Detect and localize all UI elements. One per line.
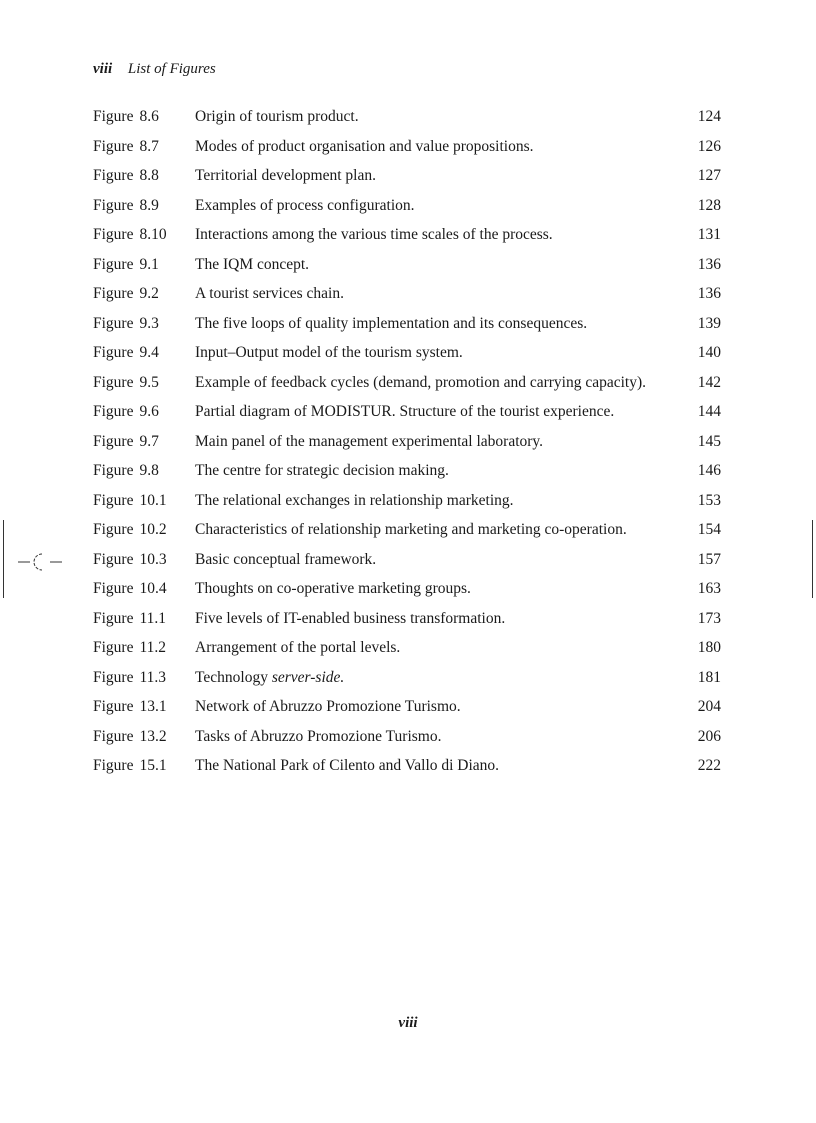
figure-caption-text: Main panel of the management experimental laboratory.	[195, 432, 544, 450]
figure-page-number: 126	[697, 137, 721, 155]
figure-entry	[93, 461, 723, 481]
figure-caption	[195, 343, 683, 363]
figure-page-number: 204	[697, 698, 721, 715]
figure-entry	[93, 107, 723, 127]
figure-entry	[93, 314, 723, 334]
figure-label	[93, 284, 159, 304]
figure-page-number: 222	[697, 757, 721, 774]
figure-label	[93, 196, 159, 216]
figure-page-number: 173	[697, 609, 721, 627]
figure-label	[93, 137, 159, 157]
figure-number: 10.4	[139, 580, 167, 597]
figure-label	[93, 402, 159, 422]
figure-entry	[93, 402, 723, 422]
figure-caption	[195, 255, 683, 275]
figure-word: Figure	[93, 609, 134, 627]
figure-caption	[195, 107, 683, 127]
figure-number: 8.9	[139, 196, 159, 214]
figure-word: Figure	[93, 226, 134, 243]
figure-caption-text: Example of feedback cycles (demand, promotion and carrying capacity).	[195, 373, 647, 391]
figure-number: 10.2	[139, 521, 167, 538]
figure-page-number: 206	[697, 727, 721, 745]
figure-entry	[93, 638, 723, 658]
figure-entry	[93, 343, 723, 363]
figure-page-number: 157	[697, 550, 721, 568]
figure-word: Figure	[93, 462, 134, 479]
figure-caption-text: Technology	[195, 668, 268, 686]
figure-caption-text: Arrangement of the portal levels.	[195, 639, 401, 656]
figure-number: 11.1	[139, 609, 167, 627]
figure-number: 9.3	[139, 314, 159, 332]
figure-page-number: 144	[697, 403, 721, 420]
figure-caption	[195, 756, 683, 776]
figure-label	[93, 609, 166, 629]
figure-label	[93, 668, 166, 688]
figure-label	[93, 520, 167, 540]
figure-caption-text: The centre for strategic decision making.	[195, 462, 449, 479]
figure-caption-text: The National Park of Cilento and Vallo di Diano.	[195, 757, 500, 774]
figure-caption	[195, 137, 683, 157]
figure-page-number: 154	[697, 521, 721, 538]
header-folio: viii	[93, 61, 113, 77]
figure-caption-text: Basic conceptual framework.	[195, 550, 377, 568]
figure-caption-text: Characteristics of relationship marketing and marketing co-operation.	[195, 521, 627, 538]
figure-caption-text: The five loops of quality implementation and its consequences.	[195, 314, 588, 332]
figure-number: 9.8	[139, 462, 159, 479]
figure-entry	[93, 579, 723, 599]
figure-page-number: 131	[697, 226, 721, 243]
figure-entry	[93, 491, 723, 511]
figure-page-number: 140	[697, 344, 721, 361]
figure-caption-text: Origin of tourism product.	[195, 108, 359, 125]
figure-caption-text: Five levels of IT-enabled business transformation.	[195, 609, 506, 627]
figure-caption	[195, 491, 683, 511]
figure-caption	[195, 609, 683, 629]
figure-caption-text: Interactions among the various time scales of the process.	[195, 226, 553, 243]
figure-page-number: 180	[697, 639, 721, 656]
figure-label	[93, 373, 159, 393]
figure-label	[93, 107, 159, 127]
figure-number: 15.1	[139, 757, 167, 774]
figure-word: Figure	[93, 314, 134, 332]
figure-word: Figure	[93, 285, 134, 302]
figure-caption	[195, 284, 683, 304]
figure-page-number: 146	[697, 462, 721, 479]
figure-label	[93, 166, 159, 186]
figure-label	[93, 255, 159, 275]
figure-entry	[93, 609, 723, 629]
figure-label	[93, 225, 167, 245]
figure-entry	[93, 697, 723, 717]
figure-word: Figure	[93, 550, 134, 568]
figure-entry	[93, 373, 723, 393]
figure-caption	[195, 727, 683, 747]
figure-caption-text: Thoughts on co-operative marketing groups.	[195, 580, 471, 597]
figure-number: 8.10	[139, 226, 167, 243]
figure-number: 9.2	[139, 285, 159, 302]
figure-caption	[195, 550, 683, 570]
figure-number: 13.2	[139, 727, 167, 745]
figure-label	[93, 314, 159, 334]
figure-page-number: 142	[697, 373, 721, 391]
figure-word: Figure	[93, 698, 134, 715]
figure-label	[93, 579, 167, 599]
figure-caption	[195, 461, 683, 481]
running-head	[93, 61, 216, 78]
figure-page-number: 136	[697, 255, 721, 273]
figure-label	[93, 638, 166, 658]
figure-number: 10.1	[139, 491, 167, 509]
figure-caption-text: Modes of product organisation and value propositions.	[195, 137, 534, 155]
figure-caption	[195, 196, 683, 216]
figure-label	[93, 432, 159, 452]
figure-word: Figure	[93, 432, 134, 450]
figure-caption	[195, 432, 683, 452]
figure-word: Figure	[93, 580, 134, 597]
crop-mark-left	[3, 520, 4, 598]
figure-caption-text: The relational exchanges in relationship marketing.	[195, 491, 514, 509]
figure-caption	[195, 520, 683, 540]
figure-number: 8.7	[139, 137, 159, 155]
figure-page-number: 139	[697, 314, 721, 332]
figure-entry	[93, 727, 723, 747]
figure-word: Figure	[93, 403, 134, 420]
figure-number: 13.1	[139, 698, 167, 715]
figure-page-number: 128	[697, 196, 721, 214]
figure-page-number: 163	[697, 580, 721, 597]
figure-number: 8.8	[139, 167, 159, 184]
figure-number: 10.3	[139, 550, 167, 568]
figure-caption-text: Network of Abruzzo Promozione Turismo.	[195, 698, 461, 715]
figure-entry	[93, 225, 723, 245]
figure-entry	[93, 668, 723, 688]
figure-word: Figure	[93, 167, 134, 184]
figure-word: Figure	[93, 668, 134, 686]
figure-label	[93, 756, 167, 776]
figure-label	[93, 727, 167, 747]
figure-entry	[93, 255, 723, 275]
figure-number: 11.2	[139, 639, 167, 656]
figure-entry	[93, 520, 723, 540]
figure-number: 9.6	[139, 403, 159, 420]
figure-word: Figure	[93, 639, 134, 656]
figure-caption-text: A tourist services chain.	[195, 285, 344, 302]
figure-page-number: 124	[697, 108, 721, 125]
figure-label	[93, 343, 159, 363]
figure-number: 11.3	[139, 668, 167, 686]
figure-page-number: 153	[697, 491, 721, 509]
figure-page-number: 145	[697, 432, 721, 450]
header-title: List of Figures	[127, 61, 216, 77]
figure-caption	[195, 373, 683, 393]
figure-label	[93, 461, 159, 481]
figure-word: Figure	[93, 255, 134, 273]
figure-label	[93, 491, 167, 511]
figure-caption	[195, 402, 683, 422]
figure-page-number: 127	[697, 167, 721, 184]
figure-label	[93, 697, 167, 717]
figure-entry	[93, 196, 723, 216]
figure-number: 9.1	[139, 255, 159, 273]
figure-label	[93, 550, 167, 570]
page-folio: viii	[398, 1015, 418, 1031]
figure-caption-text: Tasks of Abruzzo Promozione Turismo.	[195, 727, 442, 745]
figure-number: 9.7	[139, 432, 159, 450]
figure-caption-text: Examples of process configuration.	[195, 196, 415, 214]
figure-entry	[93, 284, 723, 304]
figure-word: Figure	[93, 491, 134, 509]
figure-caption	[195, 579, 683, 599]
figure-list	[93, 107, 723, 786]
figure-caption-text: Partial diagram of MODISTUR. Structure of the tourist experience.	[195, 403, 615, 420]
figure-number: 9.4	[139, 344, 159, 361]
figure-word: Figure	[93, 727, 134, 745]
figure-caption	[195, 166, 683, 186]
figure-caption	[195, 697, 683, 717]
figure-caption-text: The IQM concept.	[195, 255, 310, 273]
figure-page-number: 136	[697, 285, 721, 302]
figure-caption	[195, 225, 683, 245]
registration-mark-icon	[18, 551, 64, 573]
figure-caption-text: Territorial development plan.	[195, 167, 376, 184]
figure-page-number: 181	[697, 668, 721, 686]
figure-caption	[195, 668, 683, 688]
figure-word: Figure	[93, 521, 134, 538]
figure-word: Figure	[93, 108, 134, 125]
figure-word: Figure	[93, 344, 134, 361]
figure-caption	[195, 638, 683, 658]
figure-word: Figure	[93, 196, 134, 214]
figure-entry	[93, 432, 723, 452]
figure-entry	[93, 756, 723, 776]
figure-word: Figure	[93, 137, 134, 155]
figure-word: Figure	[93, 373, 134, 391]
figure-caption	[195, 314, 683, 334]
figure-number: 8.6	[139, 108, 159, 125]
figure-word: Figure	[93, 757, 134, 774]
figure-entry	[93, 137, 723, 157]
figure-entry	[93, 550, 723, 570]
figure-entry	[93, 166, 723, 186]
figure-number: 9.5	[139, 373, 159, 391]
figure-caption-text: Input–Output model of the tourism system.	[195, 344, 463, 361]
crop-mark-right	[812, 520, 813, 598]
figure-caption-italic: server-side.	[271, 668, 345, 686]
